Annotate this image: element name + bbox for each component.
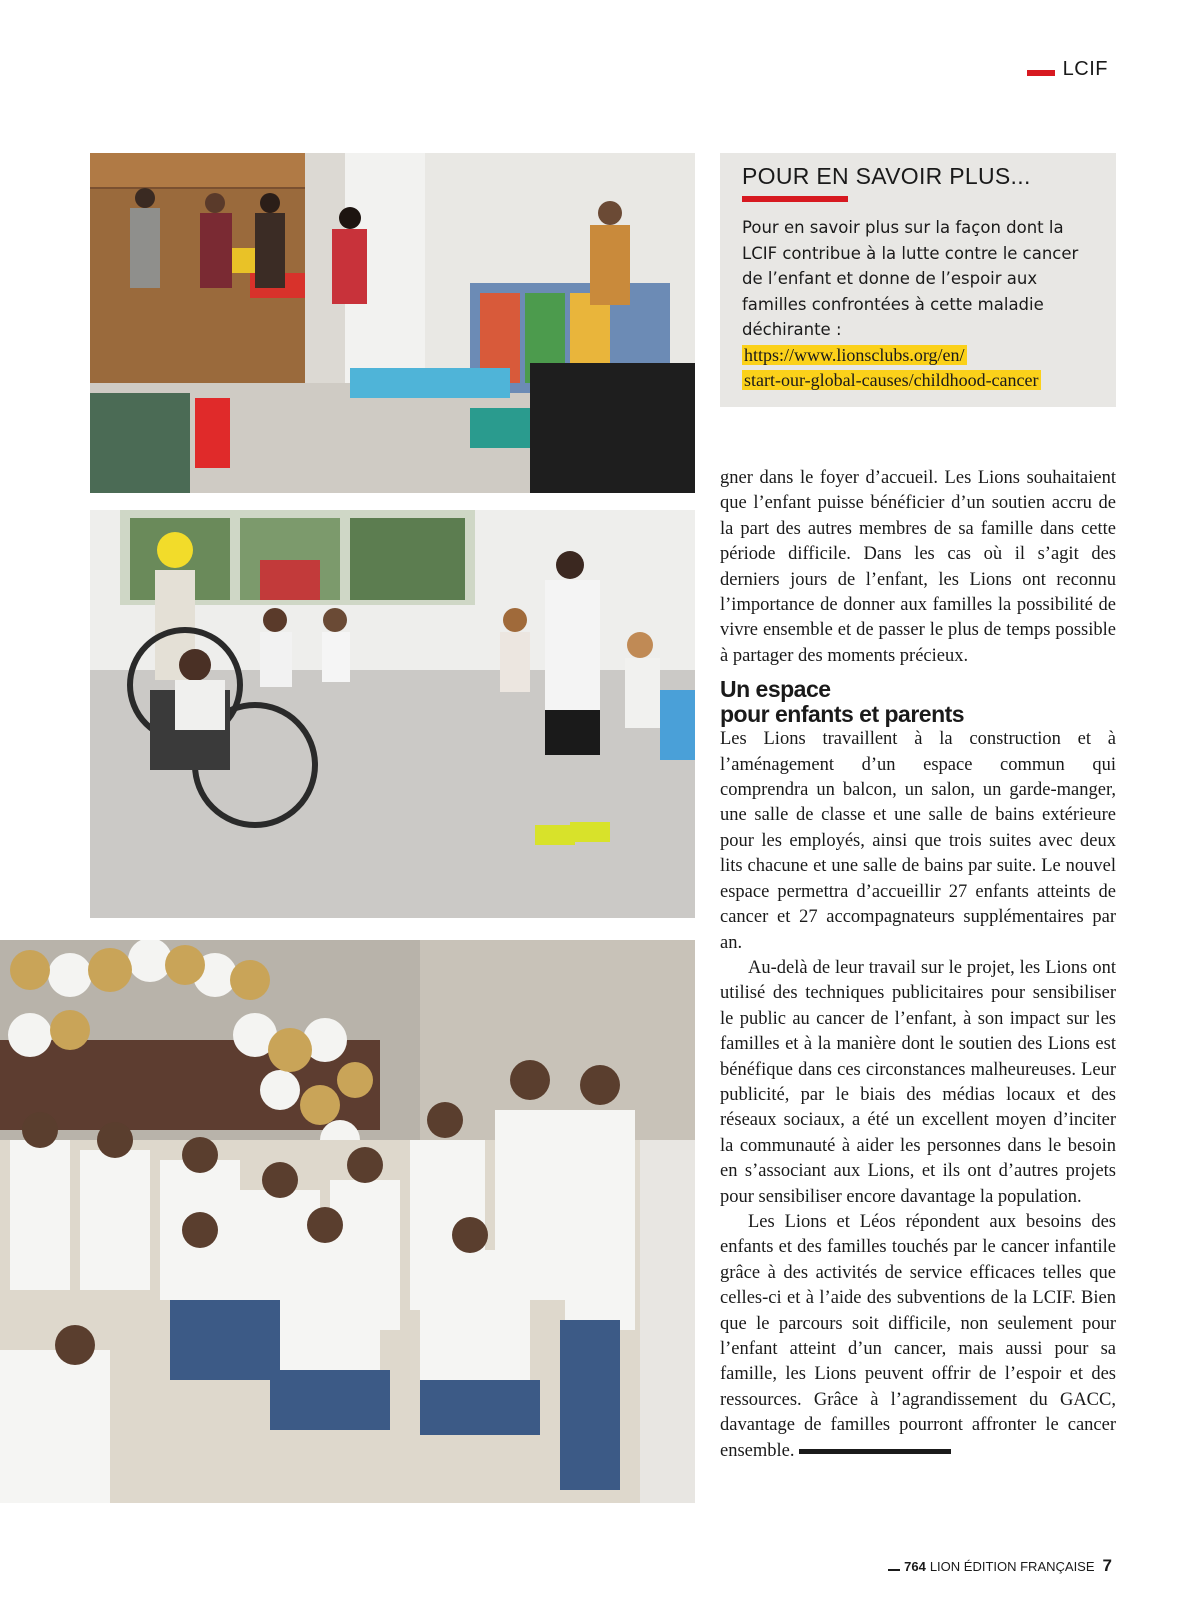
lionsclubs-link-line1[interactable]: https://www.lionsclubs.org/en/ [744, 344, 965, 365]
further-info-body [742, 215, 1102, 394]
section-tag-bar [1027, 70, 1055, 76]
subheading-line2: pour enfants et parents [720, 701, 965, 728]
page-number: 7 [1102, 1556, 1112, 1575]
further-info-box [720, 153, 1116, 407]
section-tag [1027, 58, 1108, 81]
paragraph-conclusion [720, 1210, 1116, 1464]
paragraph-continued: gner dans le foyer d’accueil. Les Lions souhaitaient que l’enfant puisse bénéficier d’un soutien accru de la part des autres membres de sa famille dans cette période difficile. Dans les cas où il s’agit des derniers jours de l’enfant, les Lions ont reconnu l’importance de donner aux familles la possibilité de vivre ensemble et de passer le plus de temps possible à partager des moments précieux. [720, 468, 1116, 666]
footer-dash [888, 1569, 900, 1571]
photo-children-playing [90, 510, 695, 918]
section-label: LCIF [1062, 58, 1108, 80]
article-body [720, 466, 1116, 1464]
issue-number: 764 [904, 1559, 926, 1574]
photo-group-celebration [0, 940, 695, 1503]
subheading-line1: Un espace [720, 676, 831, 703]
page-footer [888, 1556, 1112, 1576]
subheading [720, 677, 1116, 727]
paragraph-publicity: Au-delà de leur travail sur le projet, les Lions ont utilisé des techniques publicitaires pour sensibiliser le public au cancer de l’enfant, à son impact sur les familles et à la manière dont le soutien des Lions est bénéfique dans ces circonstances malheureuses. Leur publicité, par le biais des médias locaux et des réseaux sociaux, a été un excellent moyen d’inciter la communauté à aider les personnes dans le besoin en s’associant aux Lions, et ils ont d’autres projets pour sensibiliser encore davantage la population. [720, 957, 1116, 1207]
photo-volunteers-playroom [90, 153, 695, 493]
title-underline [742, 196, 848, 202]
end-mark [799, 1449, 951, 1454]
paragraph-conclusion-text: Les Lions et Léos répondent aux besoins des enfants et des familles touchés par le cancer infantile grâce à des activités de service efficaces telles que celles-ci et à l’aide des subventions de la LCIF. Bien que le parcours soit difficile, non seulement pour l’enfant atteint d’un cancer, mais aussi pour sa famille, les Lions peuvent offrir de l’espoir et des ressources. Grâce à l’agrandissement du GACC, davantage de familles pourront affronter le cancer ensemble. [720, 1211, 1116, 1461]
publication-name: LION ÉDITION FRANÇAISE [929, 1559, 1095, 1574]
paragraph-space: Les Lions travaillent à la construction et à l’aménagement d’un espace commun qui comprendra un balcon, un salon, un garde-manger, une salle de classe et une salle de bains extérieure pour les employés, ainsi que trois suites avec deux lits chacune et une salle de bains par suite. Le nouvel espace permettra d’accueillir 27 enfants atteints de cancer et 27 accompagnateurs supplémentaires par an. [720, 729, 1116, 953]
further-info-title: POUR EN SAVOIR PLUS... [742, 163, 1031, 189]
further-info-text: Pour en savoir plus sur la façon dont la LCIF contribue à la lutte contre le cancer de l’enfant et donne de l’espoir aux familles confrontées à cette maladie déchirante : [742, 218, 1079, 339]
lionsclubs-link-line2[interactable]: start-our-global-causes/childhood-cancer [744, 370, 1039, 390]
